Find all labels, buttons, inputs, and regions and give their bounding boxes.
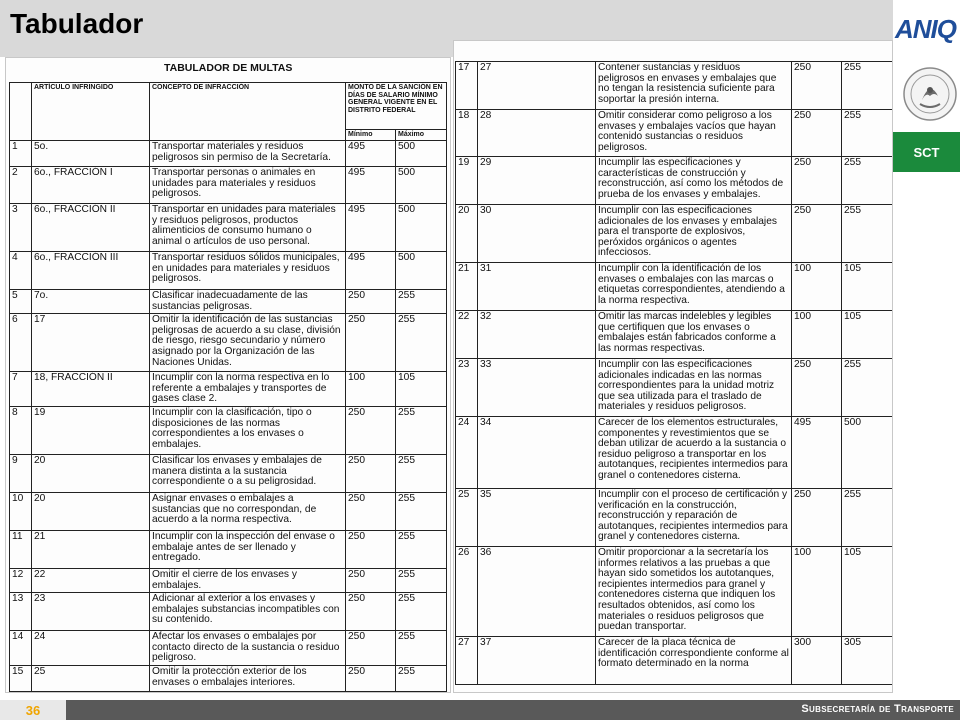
row-number: 14 (10, 631, 32, 666)
minimo-cell: 100 (346, 372, 396, 407)
maximo-cell: 105 (842, 547, 893, 637)
maximo-cell: 500 (842, 417, 893, 489)
maximo-cell: 255 (396, 290, 447, 314)
concepto-cell: Omitir considerar como peligroso a los envases y embalajes vacíos que hayan contenido sustancias o residuos peligrosos. (596, 110, 792, 157)
row-number: 5 (10, 290, 32, 314)
col-header-minimo: Mínimo (346, 130, 396, 141)
row-number: 23 (456, 359, 478, 417)
table-row (10, 568, 447, 592)
articulo-cell: 7o. (32, 290, 150, 314)
table-row (10, 454, 447, 492)
articulo-cell: 21 (32, 530, 150, 568)
row-number: 9 (10, 454, 32, 492)
maximo-cell: 105 (842, 263, 893, 311)
col-header-concepto: CONCEPTO DE INFRACCIÓN (150, 83, 346, 141)
fines-table-left (9, 82, 447, 692)
maximo-cell: 255 (396, 492, 447, 530)
row-number: 2 (10, 167, 32, 204)
articulo-cell: 30 (478, 205, 596, 263)
concepto-cell: Transportar materiales y residuos peligrosos sin permiso de la Secretaría. (150, 141, 346, 167)
minimo-cell: 250 (346, 314, 396, 372)
maximo-cell: 255 (842, 489, 893, 547)
row-number: 21 (456, 263, 478, 311)
scan-page-left (5, 57, 451, 693)
maximo-cell: 255 (842, 205, 893, 263)
document-heading: TABULADOR DE MULTAS (164, 62, 293, 74)
row-number: 6 (10, 314, 32, 372)
table-row (456, 205, 893, 263)
table-row (10, 141, 447, 167)
articulo-cell: 31 (478, 263, 596, 311)
concepto-cell: Incumplir con la norma respectiva en lo referente a embalajes y transportes de gases clase 2. (150, 372, 346, 407)
maximo-cell: 500 (396, 167, 447, 204)
col-header-monto: MONTO DE LA SANCIÓN EN DÍAS DE SALARIO MÍNIMO GENERAL VIGENTE EN EL DISTRITO FEDERAL (346, 83, 447, 130)
table-row (10, 167, 447, 204)
page-number: 36 (0, 700, 66, 720)
concepto-cell: Carecer de los elementos estructurales, componentes y revestimientos que se deban utilizar de acuerdo a la sustancia o residuo peligroso a transportar en los autotanques, recipientes intermedios para granel o contenedores cisterna. (596, 417, 792, 489)
row-number: 7 (10, 372, 32, 407)
col-header-maximo: Máximo (396, 130, 447, 141)
minimo-cell: 250 (346, 568, 396, 592)
concepto-cell: Transportar residuos sólidos municipales, en unidades para materiales y residuos peligrosos. (150, 252, 346, 290)
minimo-cell: 250 (346, 665, 396, 691)
articulo-cell: 29 (478, 157, 596, 205)
articulo-cell: 27 (478, 62, 596, 110)
articulo-cell: 20 (32, 492, 150, 530)
maximo-cell: 255 (396, 406, 447, 454)
table-row (10, 631, 447, 666)
table-row (10, 290, 447, 314)
concepto-cell: Transportar en unidades para materiales y residuos peligrosos, productos alimenticios de consumo humano o animal o artículos de uso personal. (150, 204, 346, 252)
minimo-cell: 250 (792, 157, 842, 205)
minimo-cell: 495 (346, 252, 396, 290)
row-number: 12 (10, 568, 32, 592)
mexico-seal-icon (902, 66, 958, 122)
articulo-cell: 19 (32, 406, 150, 454)
concepto-cell: Incumplir con la inspección del envase o embalaje antes de ser llenado y entregado. (150, 530, 346, 568)
concepto-cell: Incumplir con las especificaciones adicionales de los envases y embalajes para el transporte de explosivos, peróxidos orgánicos o agentes infecciosos. (596, 205, 792, 263)
table-row (10, 372, 447, 407)
minimo-cell: 495 (346, 167, 396, 204)
articulo-cell: 36 (478, 547, 596, 637)
row-number: 1 (10, 141, 32, 167)
table-row (456, 637, 893, 685)
fines-table-right (455, 61, 893, 685)
articulo-cell: 34 (478, 417, 596, 489)
sct-badge: SCT (893, 132, 960, 172)
minimo-cell: 100 (792, 547, 842, 637)
articulo-cell: 6o., FRACCIÓN II (32, 204, 150, 252)
concepto-cell: Afectar los envases o embalajes por contacto directo de la sustancia o residuo peligroso. (150, 631, 346, 666)
articulo-cell: 6o., FRACCIÓN III (32, 252, 150, 290)
concepto-cell: Contener sustancias y residuos peligrosos en envases y embalajes que no tengan la resistencia suficiente para soportar la presión interna. (596, 62, 792, 110)
minimo-cell: 250 (792, 110, 842, 157)
row-number: 17 (456, 62, 478, 110)
col-header-num (10, 83, 32, 141)
table-row (10, 252, 447, 290)
minimo-cell: 250 (346, 530, 396, 568)
minimo-cell: 100 (792, 311, 842, 359)
concepto-cell: Incumplir con la identificación de los envases o embalajes con las marcas o etiquetas correspondientes, atendiendo a la norma respectiva. (596, 263, 792, 311)
articulo-cell: 18, FRACCIÓN II (32, 372, 150, 407)
row-number: 19 (456, 157, 478, 205)
concepto-cell: Clasificar inadecuadamente de las sustancias peligrosas. (150, 290, 346, 314)
articulo-cell: 33 (478, 359, 596, 417)
minimo-cell: 250 (346, 290, 396, 314)
table-row (456, 417, 893, 489)
concepto-cell: Asignar envases o embalajes a sustancias que no correspondan, de acuerdo a la norma respectiva. (150, 492, 346, 530)
minimo-cell: 250 (346, 631, 396, 666)
table-row (456, 311, 893, 359)
concepto-cell: Incumplir las especificaciones y características de construcción y reconstrucción, así como los métodos de prueba de los envases y embalajes. (596, 157, 792, 205)
maximo-cell: 105 (842, 311, 893, 359)
maximo-cell: 255 (396, 454, 447, 492)
table-row (10, 314, 447, 372)
articulo-cell: 22 (32, 568, 150, 592)
row-number: 18 (456, 110, 478, 157)
table-row (10, 593, 447, 631)
row-number: 3 (10, 204, 32, 252)
table-row (10, 204, 447, 252)
articulo-cell: 32 (478, 311, 596, 359)
articulo-cell: 20 (32, 454, 150, 492)
minimo-cell: 100 (792, 263, 842, 311)
minimo-cell: 250 (346, 406, 396, 454)
concepto-cell: Adicionar al exterior a los envases y embalajes substancias incompatibles con su contenido. (150, 593, 346, 631)
minimo-cell: 250 (792, 205, 842, 263)
row-number: 15 (10, 665, 32, 691)
row-number: 24 (456, 417, 478, 489)
maximo-cell: 255 (396, 568, 447, 592)
row-number: 11 (10, 530, 32, 568)
articulo-cell: 37 (478, 637, 596, 685)
articulo-cell: 6o., FRACCIÓN I (32, 167, 150, 204)
aniq-logo (895, 14, 960, 48)
maximo-cell: 255 (842, 359, 893, 417)
minimo-cell: 250 (792, 359, 842, 417)
maximo-cell: 255 (842, 110, 893, 157)
maximo-cell: 255 (396, 530, 447, 568)
maximo-cell: 500 (396, 204, 447, 252)
articulo-cell: 35 (478, 489, 596, 547)
maximo-cell: 255 (396, 593, 447, 631)
minimo-cell: 495 (346, 141, 396, 167)
maximo-cell: 305 (842, 637, 893, 685)
table-row (456, 359, 893, 417)
row-number: 22 (456, 311, 478, 359)
minimo-cell: 250 (346, 492, 396, 530)
minimo-cell: 250 (346, 593, 396, 631)
maximo-cell: 105 (396, 372, 447, 407)
row-number: 4 (10, 252, 32, 290)
articulo-cell: 5o. (32, 141, 150, 167)
row-number: 13 (10, 593, 32, 631)
maximo-cell: 255 (396, 314, 447, 372)
concepto-cell: Omitir la identificación de las sustancias peligrosas de acuerdo a su clase, división de riesgo, riesgo secundario y número asignado por la Organización de las Naciones Unidas. (150, 314, 346, 372)
table-row (10, 406, 447, 454)
minimo-cell: 250 (792, 62, 842, 110)
row-number: 26 (456, 547, 478, 637)
maximo-cell: 255 (396, 665, 447, 691)
concepto-cell: Clasificar los envases y embalajes de manera distinta a la sustancia correspondiente o a su peligrosidad. (150, 454, 346, 492)
row-number: 27 (456, 637, 478, 685)
concepto-cell: Transportar personas o animales en unidades para materiales y residuos peligrosos. (150, 167, 346, 204)
aniq-logo-text: ANIQ (895, 14, 956, 44)
articulo-cell: 24 (32, 631, 150, 666)
minimo-cell: 250 (346, 454, 396, 492)
maximo-cell: 255 (842, 62, 893, 110)
minimo-cell: 300 (792, 637, 842, 685)
row-number: 10 (10, 492, 32, 530)
footer-label: Subsecretaría de Transporte (801, 703, 954, 715)
row-number: 8 (10, 406, 32, 454)
table-row (10, 492, 447, 530)
row-number: 25 (456, 489, 478, 547)
table-row (456, 263, 893, 311)
page-title: Tabulador (10, 8, 144, 39)
table-row (456, 547, 893, 637)
articulo-cell: 23 (32, 593, 150, 631)
articulo-cell: 25 (32, 665, 150, 691)
table-row (10, 530, 447, 568)
maximo-cell: 255 (842, 157, 893, 205)
concepto-cell: Incumplir con la clasificación, tipo o disposiciones de las normas correspondientes a los envases o embalajes. (150, 406, 346, 454)
concepto-cell: Incumplir con el proceso de certificación y verificación en la construcción, reconstrucción y reparación de autotanques, recipientes intermedios para granel y contenedores cisterna. (596, 489, 792, 547)
maximo-cell: 255 (396, 631, 447, 666)
concepto-cell: Omitir las marcas indelebles y legibles que certifiquen que los envases o embalajes están fabricados conforme a las normas respectivas. (596, 311, 792, 359)
table-header-row (10, 83, 447, 130)
concepto-cell: Omitir la protección exterior de los envases o embalajes interiores. (150, 665, 346, 691)
articulo-cell: 28 (478, 110, 596, 157)
table-row (456, 489, 893, 547)
minimo-cell: 495 (346, 204, 396, 252)
minimo-cell: 250 (792, 489, 842, 547)
row-number: 20 (456, 205, 478, 263)
maximo-cell: 500 (396, 141, 447, 167)
concepto-cell: Incumplir con las especificaciones adicionales indicadas en las normas correspondientes para la unidad motriz que sea utilizada para el traslado de materiales y residuos peligrosos. (596, 359, 792, 417)
minimo-cell: 495 (792, 417, 842, 489)
col-header-articulo: ARTÍCULO INFRINGIDO (32, 83, 150, 141)
articulo-cell: 17 (32, 314, 150, 372)
scan-page-right (453, 40, 893, 693)
table-row (456, 110, 893, 157)
concepto-cell: Omitir proporcionar a la secretaría los informes relativos a las pruebas a que hayan sido sometidos los autotanques, recipientes intermedios para granel y contenedores cisterna que indiquen los resultados obtenidos, así como los materiales o residuos peligrosos que puedan transportar. (596, 547, 792, 637)
table-row (456, 157, 893, 205)
concepto-cell: Carecer de la placa técnica de identificación correspondiente conforme al formato determinado en la norma (596, 637, 792, 685)
table-row (10, 665, 447, 691)
table-row (456, 62, 893, 110)
maximo-cell: 500 (396, 252, 447, 290)
concepto-cell: Omitir el cierre de los envases y embalajes. (150, 568, 346, 592)
